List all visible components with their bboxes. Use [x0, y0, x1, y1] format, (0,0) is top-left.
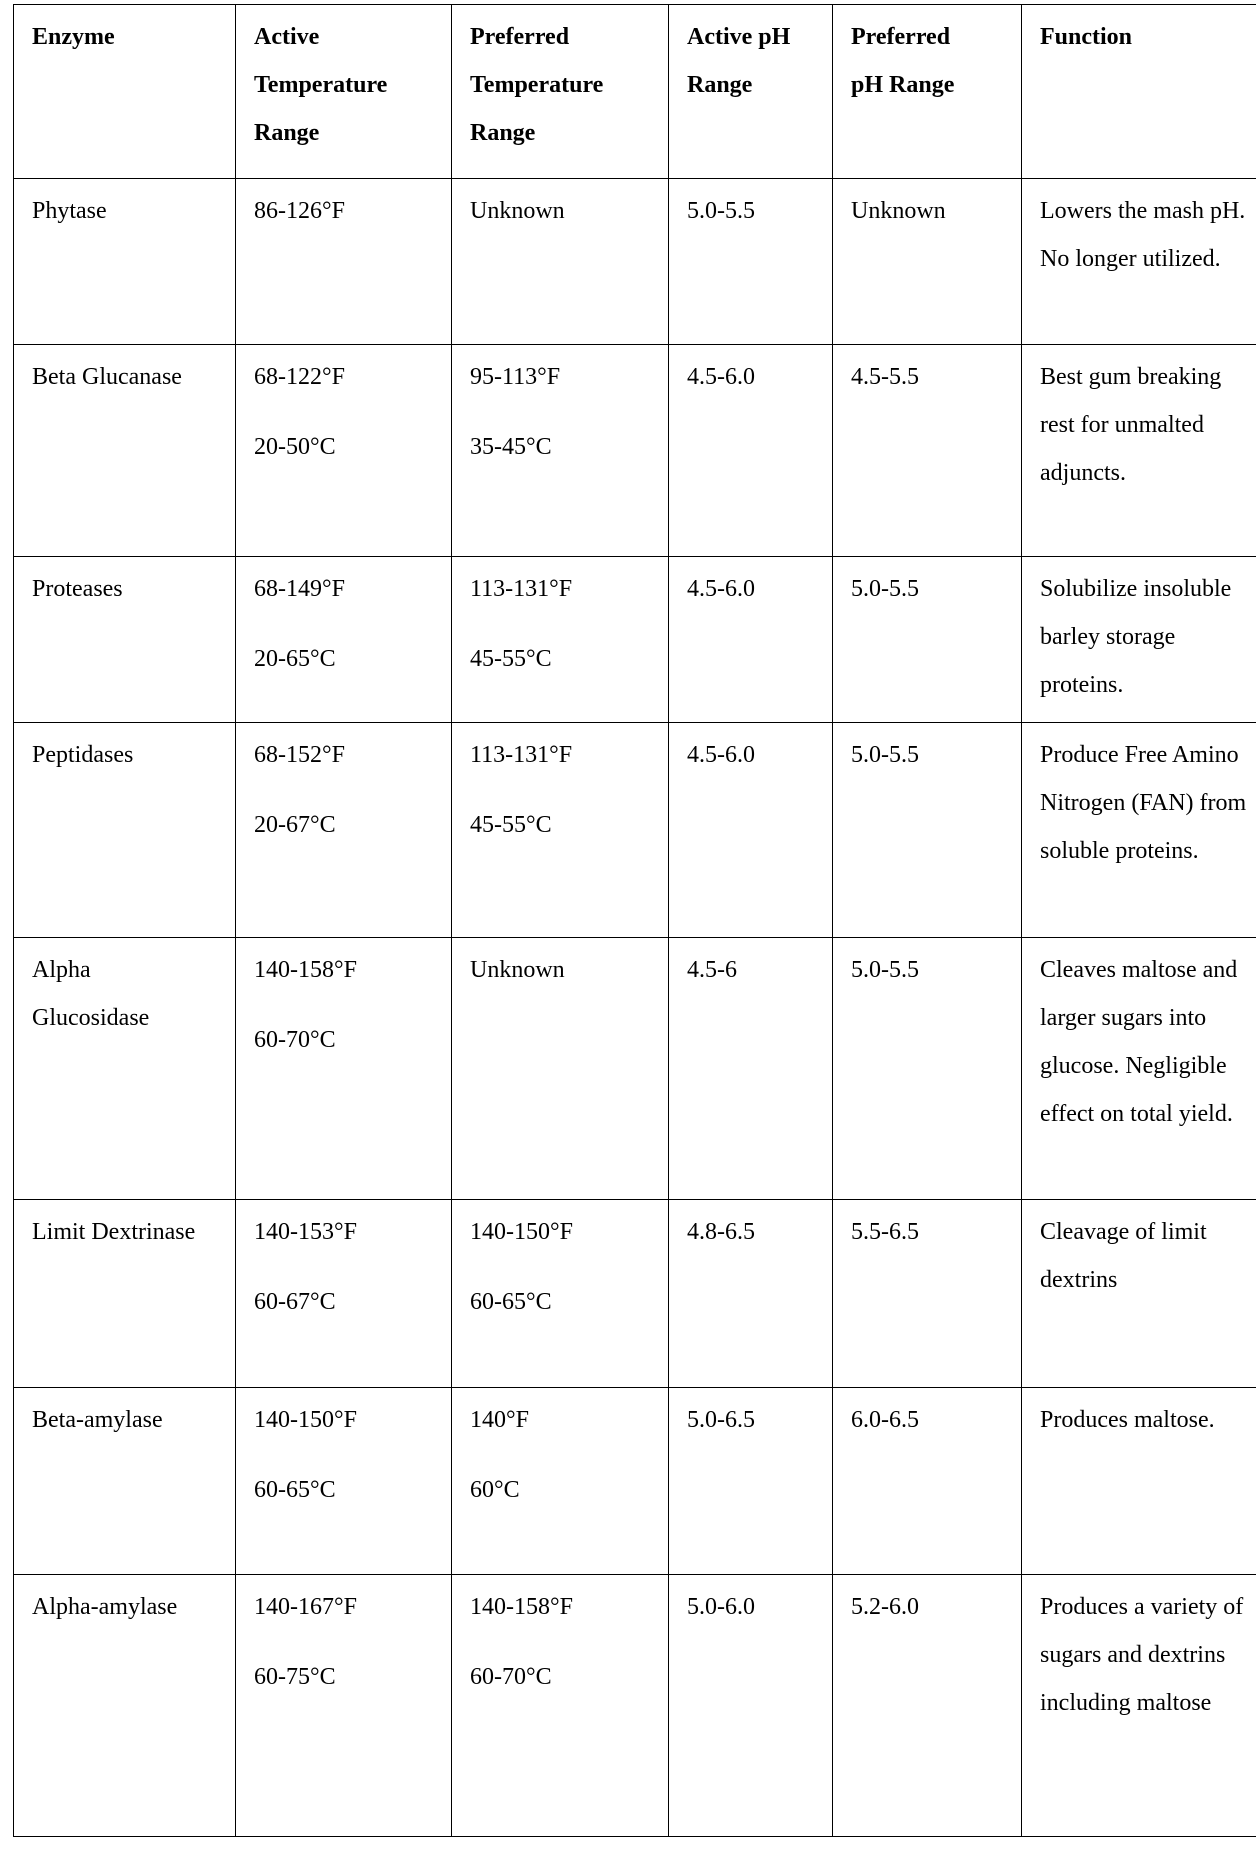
table-row: [14, 1388, 1256, 1575]
header-active-temperature-range: Active Temperature Range: [236, 5, 452, 179]
preferred-temp-f: 113-131°F: [470, 576, 573, 602]
enzyme-name: Proteases: [32, 576, 123, 602]
cell-preferred-temp: [452, 1388, 669, 1575]
cell-active-temp: [236, 1200, 452, 1388]
cell-active-temp: [236, 723, 452, 938]
header-enzyme: Enzyme: [14, 5, 236, 179]
cell-preferred-ph: 5.2-6.0: [833, 1575, 1022, 1837]
preferred-temp-f: 140-150°F: [470, 1219, 573, 1245]
active-temp-c: 60-67°C: [254, 1289, 336, 1315]
cell-active-ph: 4.5-6.0: [669, 723, 833, 938]
cell-preferred-temp: [452, 938, 669, 1200]
cell-enzyme: [14, 1575, 236, 1837]
cell-preferred-ph: 4.5-5.5: [833, 345, 1022, 557]
cell-enzyme: [14, 557, 236, 723]
table-row: [14, 938, 1256, 1200]
cell-active-ph: 5.0-6.0: [669, 1575, 833, 1837]
table-row: [14, 557, 1256, 723]
cell-function: Cleavage of limit dextrins: [1022, 1200, 1256, 1388]
cell-active-temp: [236, 557, 452, 723]
active-temp-f: 140-153°F: [254, 1219, 357, 1245]
enzyme-name: Phytase: [32, 198, 107, 224]
table-header-row: [14, 5, 1256, 179]
preferred-temp-f: 95-113°F: [470, 364, 561, 390]
header-function: Function: [1022, 5, 1256, 179]
table-row: [14, 1575, 1256, 1837]
enzyme-name: Beta Glucanase: [32, 364, 182, 390]
cell-function: Produces maltose.: [1022, 1388, 1256, 1575]
cell-active-temp: [236, 345, 452, 557]
enzyme-name: Peptidases: [32, 742, 134, 768]
header-preferred-ph-range: Preferred pH Range: [833, 5, 1022, 179]
preferred-temp-c: 60-70°C: [470, 1664, 552, 1690]
cell-enzyme: [14, 1200, 236, 1388]
active-temp-c: 60-75°C: [254, 1664, 336, 1690]
active-temp-c: 20-50°C: [254, 434, 336, 460]
cell-function: Cleaves maltose and larger sugars into glucose. Negligible effect on total yield.: [1022, 938, 1256, 1200]
cell-preferred-temp: [452, 557, 669, 723]
preferred-temp-c: 45-55°C: [470, 646, 552, 672]
preferred-temp-f: Unknown: [470, 198, 565, 224]
cell-active-ph: 4.5-6.0: [669, 345, 833, 557]
cell-active-ph: 4.5-6: [669, 938, 833, 1200]
cell-preferred-ph: Unknown: [833, 179, 1022, 345]
header-active-ph-range: Active pH Range: [669, 5, 833, 179]
active-temp-f: 68-152°F: [254, 742, 345, 768]
table-row: [14, 723, 1256, 938]
cell-preferred-ph: 6.0-6.5: [833, 1388, 1022, 1575]
cell-preferred-ph: 5.0-5.5: [833, 723, 1022, 938]
enzyme-name: Beta-amylase: [32, 1407, 163, 1433]
cell-function: Best gum breaking rest for unmalted adjuncts.: [1022, 345, 1256, 557]
cell-active-temp: [236, 179, 452, 345]
active-temp-f: 86-126°F: [254, 198, 345, 224]
cell-active-ph: 4.5-6.0: [669, 557, 833, 723]
preferred-temp-f: 140-158°F: [470, 1594, 573, 1620]
cell-enzyme: [14, 938, 236, 1200]
active-temp-f: 140-167°F: [254, 1594, 357, 1620]
preferred-temp-c: 35-45°C: [470, 434, 552, 460]
cell-preferred-ph: 5.0-5.5: [833, 938, 1022, 1200]
preferred-temp-c: 60-65°C: [470, 1289, 552, 1315]
active-temp-f: 140-158°F: [254, 957, 357, 983]
cell-function: Lowers the mash pH. No longer utilized.: [1022, 179, 1256, 345]
cell-preferred-ph: 5.5-6.5: [833, 1200, 1022, 1388]
cell-enzyme: [14, 723, 236, 938]
preferred-temp-f: 140°F: [470, 1407, 529, 1433]
cell-preferred-temp: [452, 1200, 669, 1388]
cell-preferred-temp: [452, 179, 669, 345]
cell-active-ph: 4.8-6.5: [669, 1200, 833, 1388]
cell-enzyme: [14, 345, 236, 557]
cell-active-temp: [236, 1388, 452, 1575]
cell-active-temp: [236, 938, 452, 1200]
cell-active-ph: 5.0-6.5: [669, 1388, 833, 1575]
enzyme-table: [13, 4, 1256, 1837]
active-temp-c: 20-67°C: [254, 812, 336, 838]
preferred-temp-c: 45-55°C: [470, 812, 552, 838]
cell-preferred-temp: [452, 723, 669, 938]
cell-function: Solubilize insoluble barley storage proteins.: [1022, 557, 1256, 723]
enzyme-name: Limit Dextrinase: [32, 1219, 196, 1245]
active-temp-c: 60-65°C: [254, 1477, 336, 1503]
enzyme-name: Alpha-amylase: [32, 1594, 178, 1620]
preferred-temp-f: Unknown: [470, 957, 565, 983]
table-row: [14, 179, 1256, 345]
header-preferred-temperature-range: Preferred Temperature Range: [452, 5, 669, 179]
preferred-temp-c: 60°C: [470, 1477, 520, 1503]
cell-active-ph: 5.0-5.5: [669, 179, 833, 345]
cell-enzyme: [14, 1388, 236, 1575]
preferred-temp-f: 113-131°F: [470, 742, 573, 768]
cell-preferred-ph: 5.0-5.5: [833, 557, 1022, 723]
cell-preferred-temp: [452, 1575, 669, 1837]
cell-function: Produces a variety of sugars and dextrins including maltose: [1022, 1575, 1256, 1837]
enzyme-name: Alpha Glucosidase: [32, 957, 150, 1031]
table-row: [14, 1200, 1256, 1388]
active-temp-c: 20-65°C: [254, 646, 336, 672]
cell-active-temp: [236, 1575, 452, 1837]
cell-preferred-temp: [452, 345, 669, 557]
active-temp-f: 68-149°F: [254, 576, 345, 602]
cell-function: Produce Free Amino Nitrogen (FAN) from soluble proteins.: [1022, 723, 1256, 938]
cell-enzyme: [14, 179, 236, 345]
active-temp-c: 60-70°C: [254, 1027, 336, 1053]
active-temp-f: 140-150°F: [254, 1407, 357, 1433]
active-temp-f: 68-122°F: [254, 364, 345, 390]
table-row: [14, 345, 1256, 557]
